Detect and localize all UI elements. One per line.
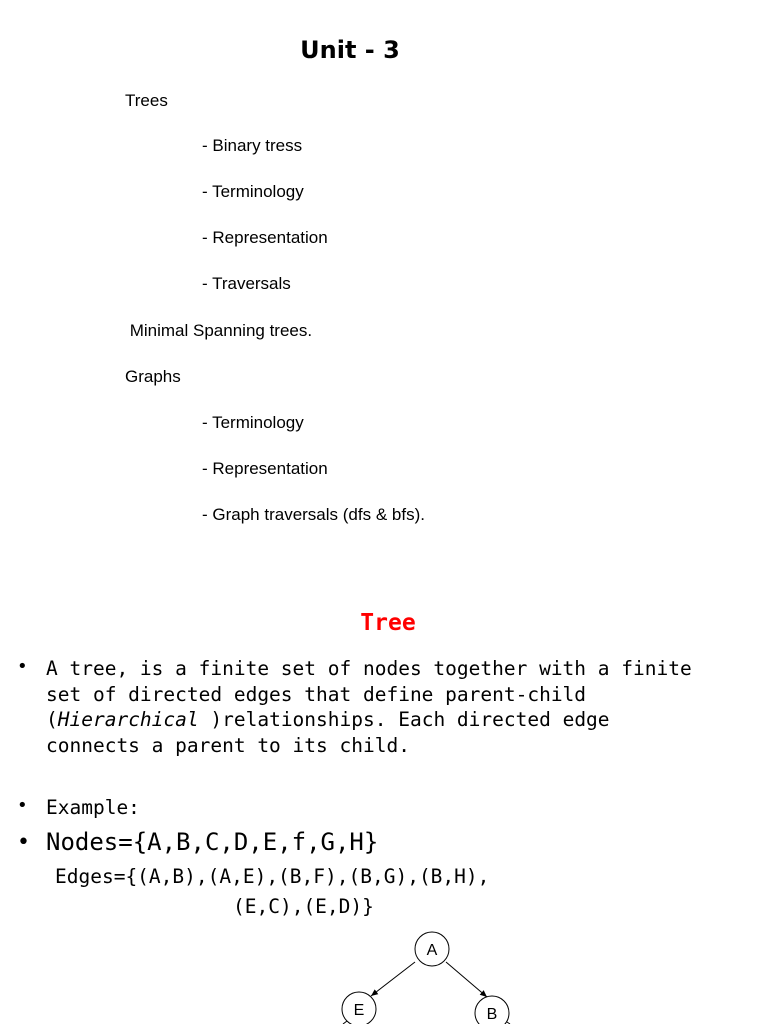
bullet-icon: •	[17, 830, 30, 855]
outline-item-binary-trees: - Binary tress	[202, 136, 303, 155]
edges-set-line-1: Edges={(A,B),(A,E),(B,F),(B,G),(B,H),	[55, 865, 490, 888]
tree-node-b	[475, 996, 509, 1024]
section-title: Tree	[360, 610, 416, 636]
tree-node-e	[342, 992, 376, 1024]
definition-line-1: A tree, is a finite set of nodes together with a finite	[46, 657, 692, 680]
bullet-icon: •	[17, 795, 28, 816]
outline-item-trees: Trees	[125, 91, 168, 110]
definition-line-4: connects a parent to its child.	[46, 733, 410, 757]
outline-item-traversals: - Traversals	[202, 274, 291, 293]
tree-node-a	[415, 932, 449, 966]
tree-diagram	[0, 920, 768, 1024]
definition-line-2: set of directed edges that define parent-child	[46, 682, 587, 706]
edge-a-b	[446, 962, 487, 997]
outline-item-representation: - Representation	[202, 228, 328, 247]
definition-line-3	[46, 707, 766, 733]
outline-item-graph-terminology: - Terminology	[202, 413, 304, 432]
nodes-set: Nodes={A,B,C,D,E,f,G,H}	[46, 828, 379, 856]
outline-item-terminology: - Terminology	[202, 182, 304, 201]
edges-set-line-2: (E,C),(E,D)}	[233, 895, 374, 918]
node-a-label: A	[426, 942, 438, 959]
outline-item-graph-representation: - Representation	[202, 459, 328, 478]
node-e-label: E	[353, 1002, 365, 1019]
example-label: Example:	[46, 796, 140, 819]
page-title: Unit - 3	[300, 36, 400, 64]
tree-definition	[46, 656, 766, 758]
definition-line-3-rest: )relationships. Each directed edge	[198, 708, 610, 731]
outline-item-graphs: Graphs	[125, 367, 181, 386]
edge-a-e	[371, 962, 415, 996]
definition-paren: (	[46, 708, 58, 731]
node-b-label: B	[486, 1006, 498, 1023]
bullet-icon: •	[17, 656, 28, 677]
outline-item-mst: Minimal Spanning trees.	[125, 321, 313, 340]
outline-item-graph-traversals: - Graph traversals (dfs & bfs).	[202, 505, 425, 524]
definition-italic-term: Hierarchical	[57, 708, 199, 731]
